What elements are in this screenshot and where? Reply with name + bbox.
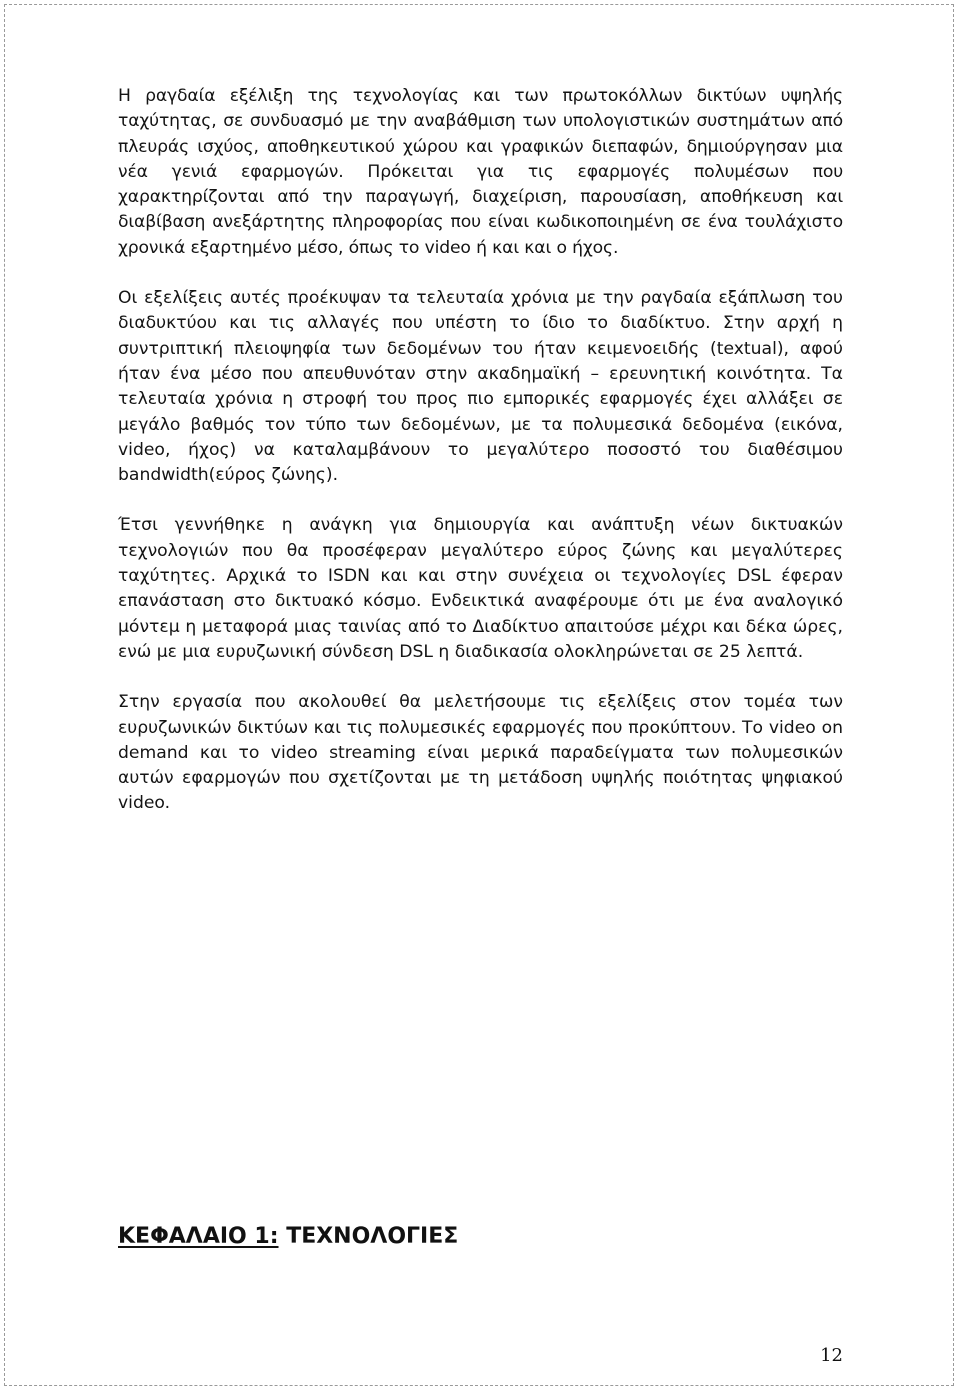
chapter-number: ΚΕΦΑΛΑΙΟ 1: bbox=[118, 1224, 279, 1249]
paragraph-intro: Η ραγδαία εξέλιξη της τεχνολογίας και των πρωτοκόλλων δικτύων υψηλής ταχύτητας, σε συνδυασμό με την αναβάθμιση των υπολογιστικών συστημάτων από πλευράς ισχύος, αποθηκευτικού χώρου και γραφικών διεπαφών, δημιούργησαν μια νέα γενιά εφαρμογών. Πρόκειται για τις εφαρμογές πολυμέσων που χαρακτηρίζονται από την παραγωγή, διαχείριση, παρουσίαση, αποθήκευση και διαβίβαση ανεξάρτητης πληροφορίας που είναι κωδικοποιημένη σε ένα τουλάχιστο χρονικά εξαρτημένο μέσο, όπως το video ή και και ο ήχος. bbox=[118, 86, 843, 258]
paragraph-internet-evolution: Οι εξελίξεις αυτές προέκυψαν τα τελευταία χρόνια με την ραγδαία εξάπλωση του διαδυκτύου και τις αλλαγές που υπέστη το ίδιο το διαδίκτυο. Στην αρχή η συντριπτική πλειοψηφία των δεδομένων του ήταν κειμενοειδής (textual), αφού ήταν ένα μέσο που απευθυνόταν στην ακαδημαϊκή – ερευνητική κοινότητα. Τα τελευταία χρόνια η στροφή του προς πιο εμπορικές εφαρμογές έχει αλλάξει σε μεγάλο βαθμός τον τύπο των δεδομένων, με τα πολυμεσικά δεδομένα (εικόνα, video, ήχος) να καταλαμβάνουν το μεγαλύτερο ποσοστό του διαθέσιμου bandwidth(εύρος ζώνης). bbox=[118, 288, 843, 486]
paragraph-broadband-technologies: Έτσι γεννήθηκε η ανάγκη για δημιουργία και ανάπτυξη νέων δικτυακών τεχνολογιών που θα προσέφεραν μεγαλύτερο εύρος ζώνης και μεγαλύτερες ταχύτητες. Αρχικά το ISDN και και στην συνέχεια οι τεχνολογίες DSL έφεραν επανάσταση στο δικτυακό κόσμο. Ενδεικτικά αναφέρουμε ότι με ένα αναλογικό μόντεμ η μεταφορά μιας ταινίας από το Διαδίκτυο απαιτούσε μέχρι και δέκα ώρες, ενώ με μια ευρυζωνική σύνδεση DSL η διαδικασία ολοκληρώνεται σε 25 λεπτά. bbox=[118, 515, 843, 662]
chapter-heading bbox=[118, 1222, 458, 1252]
page-number: 12 bbox=[820, 1345, 843, 1366]
paragraph-study-scope: Στην εργασία που ακολουθεί θα μελετήσουμε τις εξελίξεις στον τομέα των ευρυζωνικών δικτύων και τις πολυμεσικές εφαρμογές που προκύπτουν. Το video on demand και το video streaming είναι μερικά παραδείγματα των πολυμεσικών αυτών εφαρμογών που σχετίζονται με τη μετάδοση υψηλής ποιότητας ψηφιακού video. bbox=[118, 692, 843, 814]
body-text bbox=[118, 84, 843, 842]
chapter-title: ΤΕΧΝΟΛΟΓΙΕΣ bbox=[286, 1224, 459, 1249]
